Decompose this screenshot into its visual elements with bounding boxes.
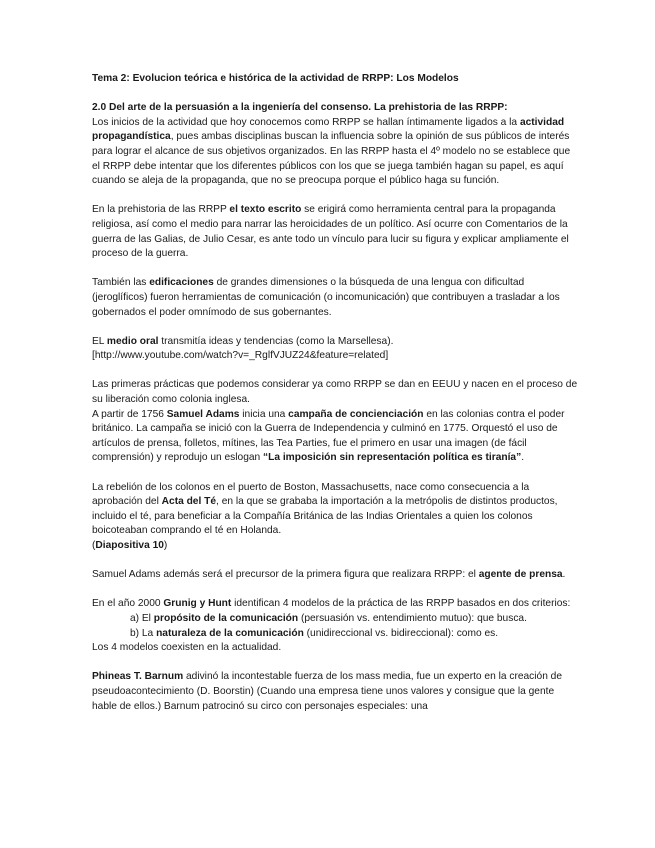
bold-run: Grunig y Hunt [163, 598, 232, 610]
text-run: También las [92, 277, 150, 289]
text-run: EL [92, 335, 107, 347]
list-item-naturaleza [92, 627, 578, 642]
text-run: b) La [130, 627, 157, 639]
text-run: Samuel Adams además será el precursor de la primera figura que realizara RRPP: el [92, 569, 479, 581]
bold-run: actividad propagandística [92, 116, 565, 143]
text-run: a) El [130, 612, 154, 624]
text-run: inicia una [239, 408, 289, 420]
section-heading: 2.0 Del arte de la persuasión a la ingeniería del consenso. La prehistoria de las RRPP: [92, 102, 508, 114]
bold-run: naturaleza de la comunicación [156, 627, 304, 639]
section-intro-paragraph [92, 101, 578, 189]
text-run: A partir de 1756 [92, 408, 167, 420]
bold-run: agente de prensa [478, 569, 563, 581]
text-run: En la prehistoria de las RRPP [92, 204, 230, 216]
youtube-link[interactable]: [http://www.youtube.com/watch?v=_RglfVJUZ24&feature=related] [92, 350, 389, 362]
paragraph-grunig-hunt [92, 597, 578, 612]
text-run: . [521, 452, 525, 464]
paragraph-agente-prensa [92, 568, 578, 583]
paragraph-boston [92, 481, 578, 554]
paragraph-texto-escrito [92, 203, 578, 261]
text-run: en las colonias contra el poder británico. La campaña se inició con la Guerra de Independencia y culminó en 1775. Orquestó el uso de artículos de prensa, folletos, mítines, las Tea Parties, fue el primero en usar una imagen (de fácil comprensión) y reprodujo un eslogan [92, 408, 565, 464]
bold-run: Samuel Adams [166, 408, 240, 420]
paragraph-samuel-adams [92, 378, 578, 466]
text-run: transmitía ideas y tendencias (como la Marsellesa). [158, 335, 394, 347]
text-run: Los inicios de la actividad que hoy conocemos como RRPP se hallan íntimamente ligados a la [92, 116, 520, 128]
bold-run: Acta del Té [161, 496, 217, 508]
list-item-proposito [92, 612, 578, 627]
bold-run: campaña de concienciación [288, 408, 424, 420]
paragraph-medio-oral [92, 335, 578, 364]
paragraph-modelos-coexisten: Los 4 modelos coexisten en la actualidad. [92, 642, 282, 654]
text-run: . [562, 569, 566, 581]
paragraph-barnum [92, 670, 578, 714]
bold-run: el texto escrito [229, 204, 302, 216]
text-run: Las primeras prácticas que podemos considerar ya como RRPP se dan en EEUU y nacen en el proceso de su liberación como colonia inglesa. [92, 379, 578, 406]
text-run: ( [92, 540, 96, 551]
bold-run: propósito de la comunicación [153, 612, 299, 624]
text-run: (unidireccional vs. bidireccional): como es. [303, 627, 499, 639]
text-run: En el año 2000 [92, 598, 164, 610]
document-page [92, 72, 578, 729]
text-run: , en la que se grababa la importación a la metrópolis de distintos productos, incluido el té, para beneficiar a la Compañía Británica de las Indias Orientales a quien los colonos boicoteaban comprando el té en Holanda. [92, 496, 558, 537]
bold-run: Phineas T. Barnum [92, 671, 184, 683]
text-run: , pues ambas disciplinas buscan la influencia sobre la opinión de sus públicos de interés para lograr el alcance de sus objetivos organizados. En las RRPP hasta el 4º modelo no se establece que el RRPP debe intentar que los diferentes públicos con los que se juega también hagan su papel, es aquí cuando se aleja de la propaganda, que no se preocupa porque el público haga su función. [92, 131, 571, 187]
text-run: identifican 4 modelos de la práctica de las RRPP basados en dos criterios: [231, 598, 571, 610]
bold-run: “La imposición sin representación política es tiranía” [263, 452, 522, 464]
text-run: ) [163, 540, 168, 551]
bold-run: edificaciones [149, 277, 214, 289]
paragraph-edificaciones [92, 276, 578, 320]
bold-run: medio oral [106, 335, 159, 347]
document-title: Tema 2: Evolucion teórica e histórica de la actividad de RRPP: Los Modelos [92, 73, 459, 84]
text-run: se erigirá como herramienta central para la propaganda religiosa, así como el medio para narrar las heroicidades de un político. Así ocurre con Comentarios de la guerra de las Galias, de Julio Cesar, es ante todo un vínculo para lucir su figura y explicar ampliamente el proceso de la guerra. [92, 204, 569, 260]
slide-reference: Diapositiva 10 [95, 540, 164, 551]
text-run: adivinó la incontestable fuerza de los mass media, fue un experto en la creación de pseudoacontecimiento (D. Boorstin) (Cuando una empresa tiene unos valores y consigue que la gente hable de ellos.) Barnum patrocinó su circo con personajes especiales: una [92, 671, 563, 712]
text-run: La rebelión de los colonos en el puerto de Boston, Massachusetts, nace como consecuencia a la aprobación del [92, 481, 530, 508]
text-run: de grandes dimensiones o la búsqueda de una lengua con dificultad (jeroglíficos) fueron herramientas de comunicación (o incomunicación) que contribuyen a trasladar a los gobernados el poder omnímodo de sus gobernantes. [92, 277, 560, 318]
text-run: (persuasión vs. entendimiento mutuo): que busca. [298, 612, 527, 624]
